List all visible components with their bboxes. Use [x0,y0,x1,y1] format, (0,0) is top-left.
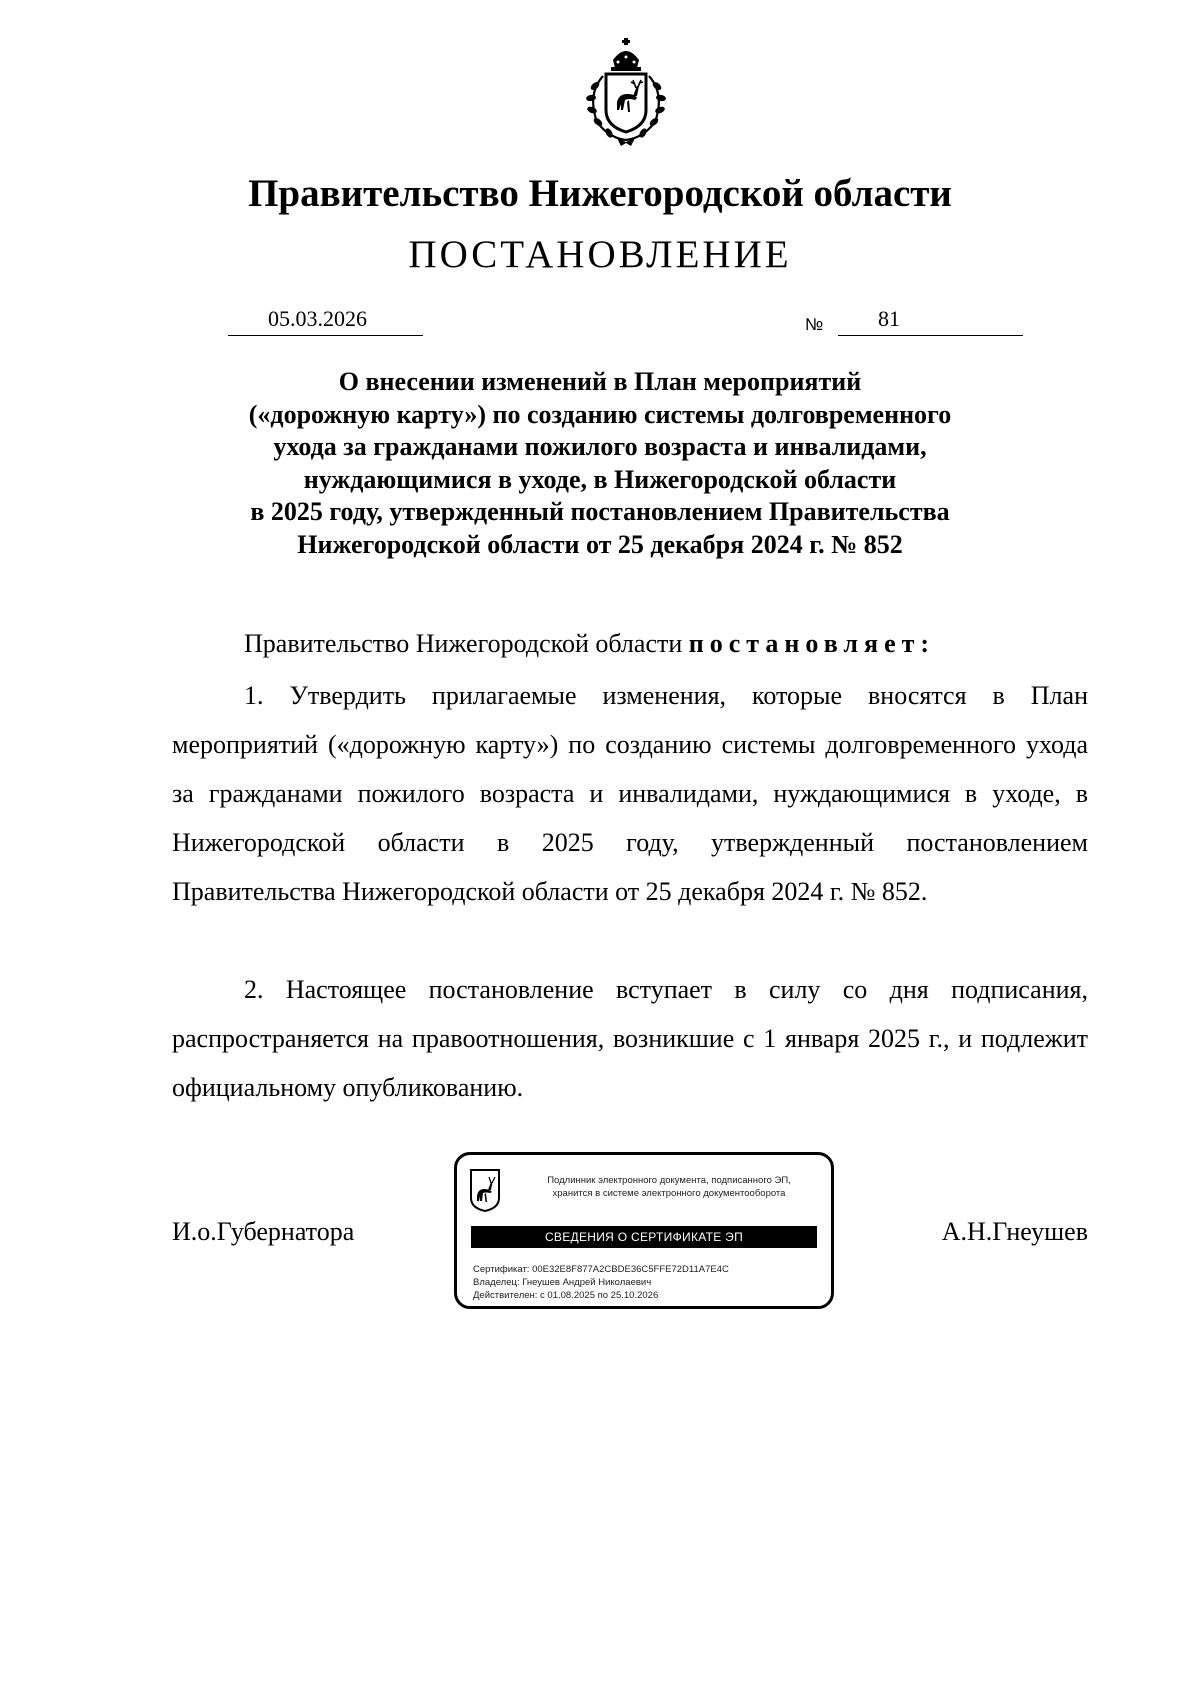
subject-line: нуждающимися в уходе, в Нижегородской области [303,464,897,494]
certificate-owner: Владелец: Гнеушев Андрей Николаевич [473,1277,652,1288]
date-field [228,305,423,336]
stamp-note-line: Подлинник электронного документа, подписанного ЭП, [547,1175,791,1186]
certificate-id: Сертификат: 00E32E8F877A2CBDE36C5FFE72D11A7E4C [473,1264,729,1275]
certificate-validity: Действителен: с 01.08.2025 по 25.10.2026 [473,1290,659,1301]
coat-of-arms-emblem [573,38,679,146]
deer-shield-icon [469,1168,501,1212]
signer-position: И.о.Губернатора [172,1217,355,1246]
stamp-note [509,1174,829,1200]
subject-line: («дорожную карту») по созданию системы долговременного [248,399,952,429]
document-date: 05.03.2026 [268,306,367,331]
subject-line: ухода за гражданами пожилого возраста и инвалидами, [273,432,927,461]
document-number: 81 [878,306,900,331]
signer-name: А.Н.Гнеушев [941,1217,1088,1246]
intro-prefix: Правительство Нижегородской области [244,629,689,658]
paragraph-2: 2. Настоящее постановление вступает в силу со дня подписания, распространяется на правоотношения, возникшие с 1 января 2025 г., и подлежит официальному опубликованию. [172,975,1088,1102]
subject-line: в 2025 году, утвержденный постановлением Правительства [250,497,950,526]
document-subject [0,366,1200,561]
stamp-note-line: хранится в системе электронного документооборота [552,1188,786,1199]
subject-line: Нижегородской области от 25 декабря 2024 г. № 852 [297,529,903,559]
number-sign: № [805,315,824,334]
intro-resolves: постановляет: [688,629,936,658]
number-field [838,305,1023,336]
certificate-details [473,1263,729,1302]
organization-title: Правительство Нижегородской области [248,172,952,215]
electronic-signature-stamp [454,1152,834,1309]
document-type: ПОСТАНОВЛЕНИЕ [408,233,792,276]
intro-paragraph [244,628,935,660]
paragraph-1: 1. Утвердить прилагаемые изменения, которые вносятся в План мероприятий («дорожную карту») по созданию системы долговременного ухода за гражданами пожилого возраста и инвалидами, нуждающимися в уходе, в Нижегородской области в 2025 году, утвержденный постановлением Правительства Нижегородской области от 25 декабря 2024 г. № 852. [172,681,1088,906]
certificate-info-bar: СВЕДЕНИЯ О СЕРТИФИКАТЕ ЭП [471,1226,817,1248]
subject-line: О внесении изменений в План мероприятий [338,367,862,396]
